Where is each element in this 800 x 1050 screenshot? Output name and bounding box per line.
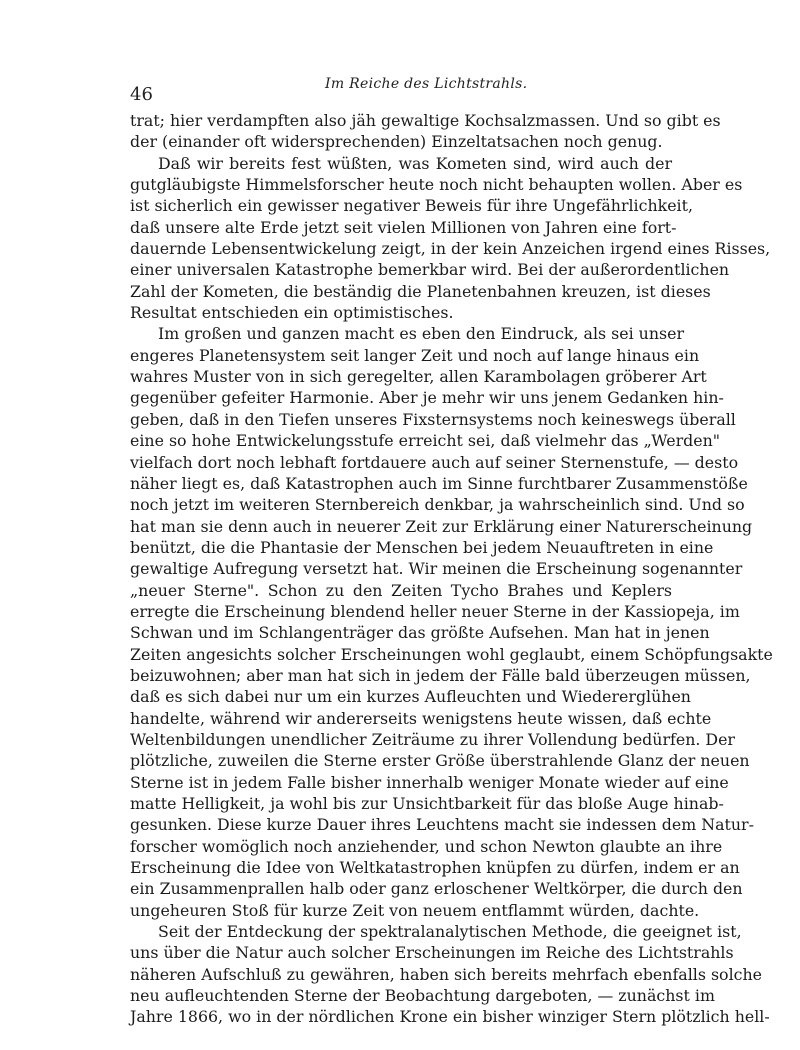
text-line: näher liegt es, daß Katastrophen auch im Sinne furchtbarer Zusammenstöße [130,473,748,493]
text-line: forscher womöglich noch anziehender, und schon Newton glaubte an ihre [130,836,723,856]
text-line: gutgläubigste Himmelsforscher heute noch nicht behaupten wollen. Aber es [130,175,743,195]
text-line: Resultat entschieden ein optimistisches. [130,303,454,323]
text-line: Jahre 1866, wo in der nördlichen Krone ein bisher winziger Stern plötzlich hell- [130,1007,770,1027]
text-line: wahres Muster von in sich geregelter, allen Karambolagen gröberer Art [130,367,707,387]
text-line: „neuer Sterne". Schon zu den Zeiten Tycho Brahes und Keplers [130,580,672,600]
text-line: Weltenbildungen unendlicher Zeiträume zu ihrer Vollendung bedürfen. Der [130,729,735,749]
running-head: Im Reiche des Lichtstrahls. [325,76,528,92]
body-text [130,110,773,1028]
text-line: hat man sie denn auch in neuerer Zeit zur Erklärung einer Naturerscheinung [130,516,753,536]
text-line: gegenüber gefeiter Harmonie. Aber je mehr wir uns jenem Gedanken hin- [130,388,724,408]
text-line: Sterne ist in jedem Falle bisher innerhalb weniger Monate wieder auf eine [130,772,729,792]
text-line: engeres Planetensystem seit langer Zeit und noch auf lange hinaus ein [130,345,700,365]
text-line: Zahl der Kometen, die beständig die Planetenbahnen kreuzen, ist dieses [130,281,711,301]
text-line: erregte die Erscheinung blendend heller neuer Sterne in der Kassiopeja, im [130,601,740,621]
text-line: vielfach dort noch lebhaft fortdauere auch auf seiner Sternenstufe, — desto [130,452,739,472]
text-line: plötzliche, zuweilen die Sterne erster Größe überstrahlende Glanz der neuen [130,751,750,771]
text-line: geben, daß in den Tiefen unseres Fixsternsystems noch keineswegs überall [130,409,736,429]
text-line: daß unsere alte Erde jetzt seit vielen Millionen von Jahren eine fort- [130,217,677,237]
page-number: 46 [130,84,153,105]
text-line: handelte, während wir andererseits wenigstens heute wissen, daß echte [130,708,712,728]
text-line: ist sicherlich ein gewisser negativer Beweis für ihre Ungefährlichkeit, [130,196,693,216]
text-line: einer universalen Katastrophe bemerkbar wird. Bei der außerordentlichen [130,260,730,280]
text-line: Daß wir bereits fest wüßten, was Kometen sind, wird auch der [158,153,672,173]
text-line: gewaltige Aufregung versetzt hat. Wir meinen die Erscheinung sogenannter [130,559,743,579]
text-line: Im großen und ganzen macht es eben den Eindruck, als sei unser [158,324,685,344]
text-line: matte Helligkeit, ja wohl bis zur Unsichtbarkeit für das bloße Auge hinab- [130,794,724,813]
text-line: ein Zusammenprallen halb oder ganz erloschener Weltkörper, die durch den [130,879,743,899]
text-line: beizuwohnen; aber man hat sich in jedem der Fälle bald überzeugen müssen, [130,665,751,685]
text-line: Seit der Entdeckung der spektralanalytischen Methode, die geeignet ist, [158,922,742,942]
text-line: ungeheuren Stoß für kurze Zeit von neuem entflammt würden, dachte. [130,900,700,920]
text-line: trat; hier verdampften also jäh gewaltige Kochsalzmassen. Und so gibt es [130,111,721,130]
text-line: Schwan und im Schlangenträger das größte Aufsehen. Man hat in jenen [130,623,710,643]
text-line: der (einander oft widersprechenden) Einzeltatsachen noch genug. [130,132,663,152]
text-line: uns über die Natur auch solcher Erscheinungen im Reiche des Lichtstrahls [130,943,734,963]
text-line: neu aufleuchtenden Sterne der Beobachtung dargeboten, — zunächst im [130,986,715,1006]
text-line: dauernde Lebensentwickelung zeigt, in der kein Anzeichen irgend eines Risses, [130,239,771,259]
text-line: benützt, die die Phantasie der Menschen bei jedem Neuauftreten in eine [130,537,714,557]
text-line: noch jetzt im weiteren Sternbereich denkbar, ja wahrscheinlich sind. Und so [130,495,745,515]
text-line: näheren Aufschluß zu gewähren, haben sich bereits mehrfach ebenfalls solche [130,964,762,984]
text-line: Zeiten angesichts solcher Erscheinungen wohl geglaubt, einem Schöpfungsakte [130,644,773,664]
text-line: eine so hohe Entwickelungsstufe erreicht sei, daß vielmehr das „Werden" [130,431,721,451]
text-line: daß es sich dabei nur um ein kurzes Aufleuchten und Wiedererglühen [130,687,691,707]
text-line: gesunken. Diese kurze Dauer ihres Leuchtens macht sie indessen dem Natur- [130,815,754,835]
text-line: Erscheinung die Idee von Weltkatastrophen knüpfen zu dürfen, indem er an [130,858,740,878]
